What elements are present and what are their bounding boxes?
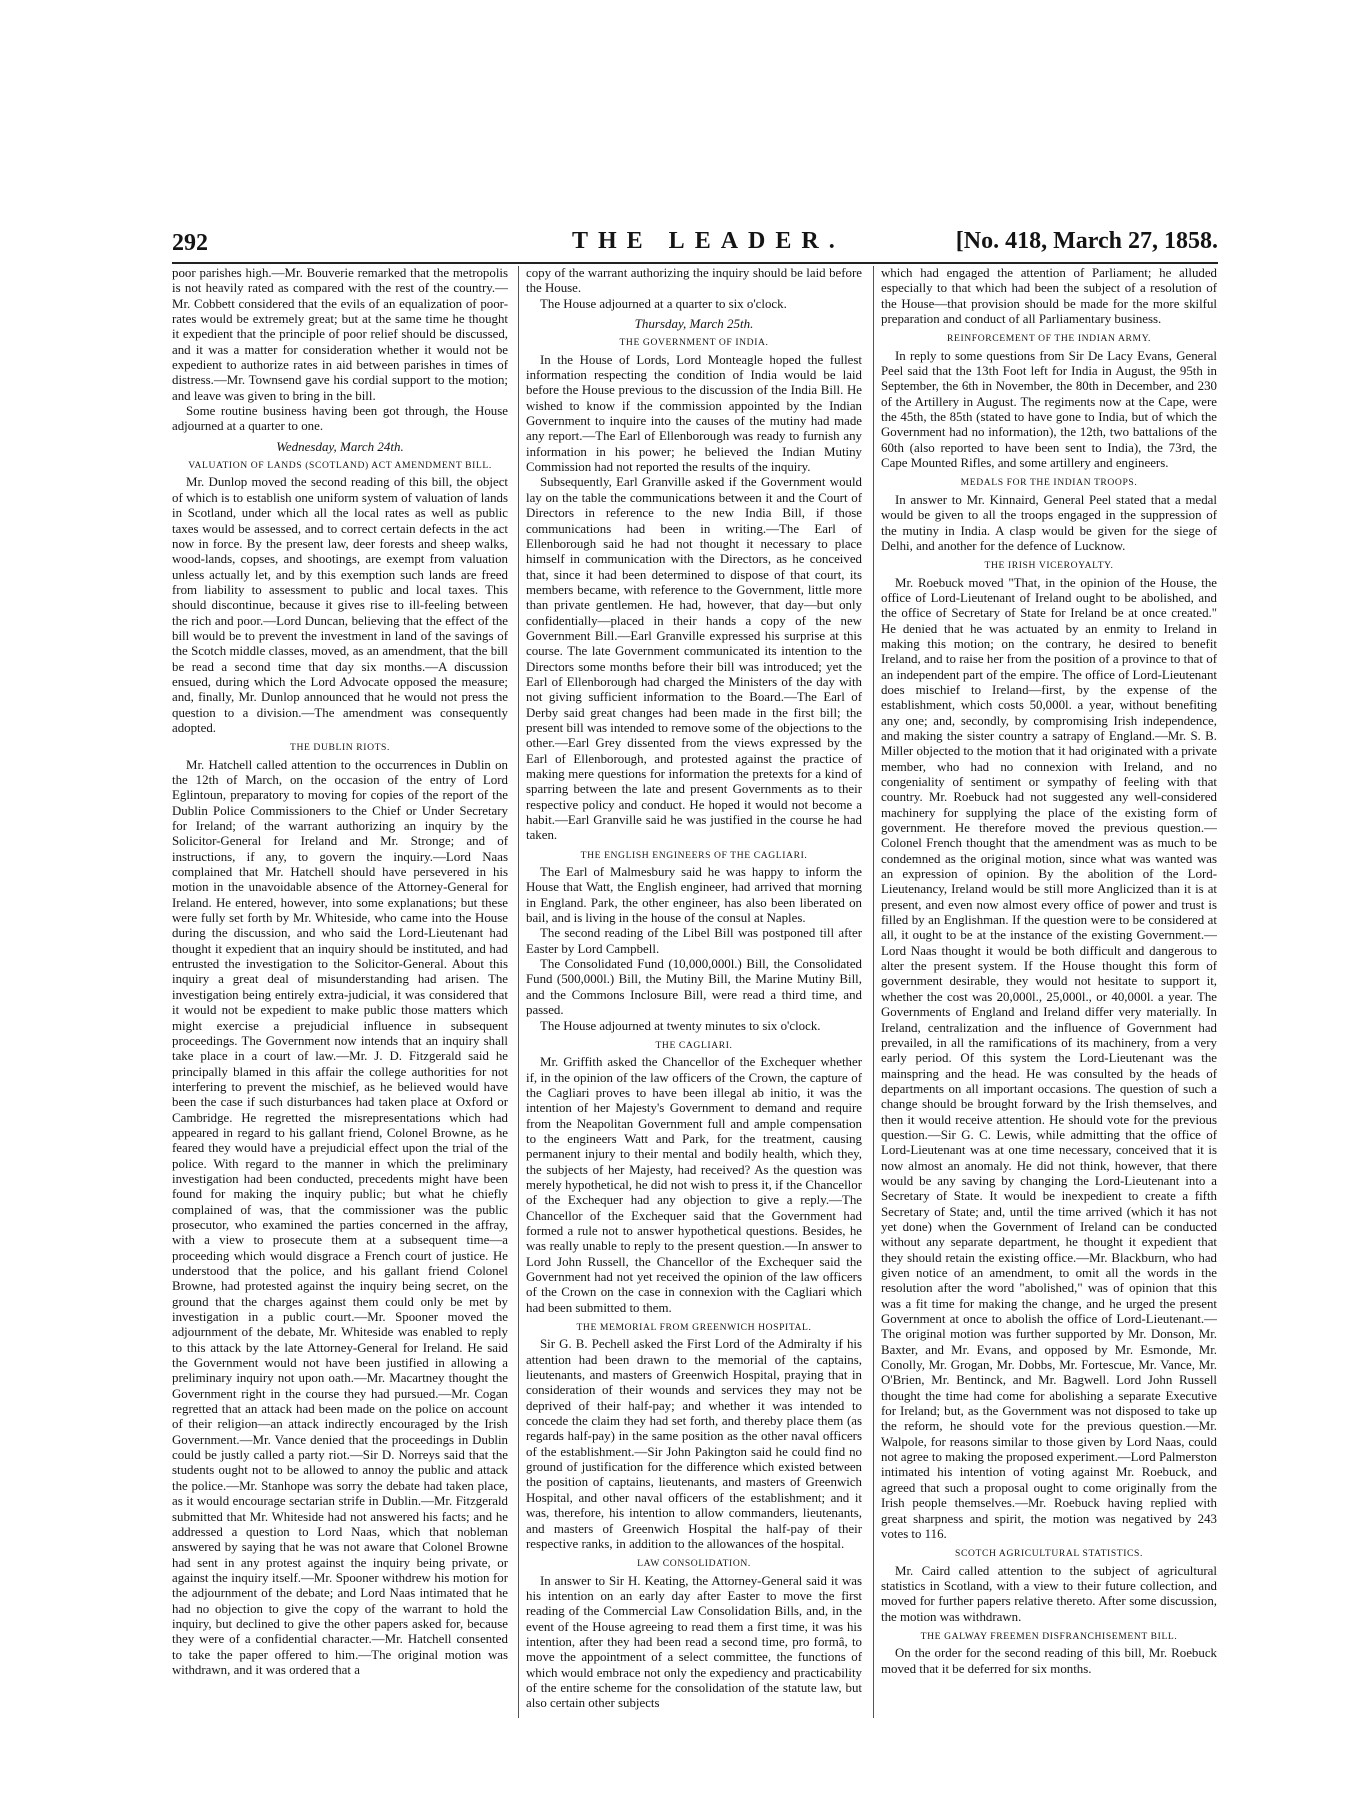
article-column-1: [172, 266, 508, 1718]
section-heading: THE DUBLIN RIOTS.: [289, 742, 390, 754]
paragraph: The House adjourned at a quarter to six o'clock.: [540, 296, 787, 311]
page-header: [172, 226, 1218, 260]
paragraph: The Consolidated Fund (10,000,000l.) Bill, the Consolidated Fund (500,000l.) Bill, the Mutiny Bill, the Marine Mutiny Bill, and the Commons Inclosure Bill, were read a third time, and passed.: [526, 957, 862, 1018]
paragraph: Subsequently, Earl Granville asked if the Government would lay on the table the communications between it and the Court of Directors in reference to the new India Bill, if those communications had been in writing.—The Earl of Ellenborough said he had not thought it necessary to place himself in communication with the Directors, as he conceived that, since it had been determined to dispose of that court, its members became, with reference to the Government, little more than private gentlemen. He had, however, that day—but only confidentially—placed in their hands a copy of the new Government Bill.—Earl Granville expressed his surprise at this course. The late Government communicated its intention to the Directors some months before their bill was introduced; yet the Earl of Ellenborough had charged the Ministers of the day with not giving sufficient information to the Board.—The Earl of Derby said great changes had been made in the first bill; the present bill was intended to remove some of the objections to the other.—Earl Grey dissented from the views expressed by the Earl of Ellenborough, and protested against the practice of making mere questions for information the pretexts for a kind of sparring between the late and present Governments as to their respective policy and conduct. He hoped it would not become a habit.—Earl Granville said he was justified in the course he had taken.: [526, 475, 862, 843]
paragraph: which had engaged the attention of Parliament; he alluded especially to that which had been the subject of a resolution of the House—that provision should be made for the more skilful preparation and conduct of all Parliamentary business.: [881, 266, 1217, 327]
paragraph: In answer to Sir H. Keating, the Attorney-General said it was his intention on an early day after Easter to move the first reading of the Commercial Law Consolidation Bills, and, in the event of the House agreeing to read them a first time, it was his intention, after they had been read a second time, pro formâ, to move the appointment of a select committee, the functions of which would embrace not only the expediency and practicability of the entire scheme for the consolidation of the statute law, but also certain other subjects: [526, 1573, 862, 1711]
section-heading: THE IRISH VICEROYALTY.: [984, 560, 1114, 572]
paragraph: Mr. Caird called attention to the subject of agricultural statistics in Scotland, with a view to their future collection, and moved for further papers relative thereto. After some discussion, the motion was withdrawn.: [881, 1563, 1217, 1624]
paragraph: In answer to Mr. Kinnaird, General Peel stated that a medal would be given to all the troops engaged in the suppression of the mutiny in India. A clasp would be given for the siege of Delhi, and another for the defence of Lucknow.: [881, 492, 1217, 553]
paragraph: poor parishes high.—Mr. Bouverie remarked that the metropolis is not heavily rated as compared with the rest of the country.—Mr. Cobbett considered that the evils of an equalization of poor-rates would be extremely great; but at the same time he thought it expedient that the principle of poor relief should be discussed, and it was a matter for consideration whether it would not be expedient to authorize rates in aid between parishes in times of distress.—Mr. Townsend gave his cordial support to the motion; and leave was given to bring in the bill.: [172, 266, 508, 403]
section-heading: MEDALS FOR THE INDIAN TROOPS.: [960, 477, 1138, 489]
issue-date: [No. 418, March 27, 1858.: [955, 228, 1218, 254]
masthead-title: THE LEADER.: [572, 228, 845, 254]
paragraph: In the House of Lords, Lord Monteagle hoped the fullest information respecting the condition of India would be laid before the House previous to the discussion of the India Bill. He wished to know if the commission appointed by the Indian Government to inquire into the causes of the mutiny had made any report.—The Earl of Ellenborough was ready to furnish any information in his power; he believed the Indian Mutiny Commission had not reported the results of the inquiry.: [526, 352, 862, 475]
paragraph: The second reading of the Libel Bill was postponed till after Easter by Lord Campbell.: [526, 926, 862, 956]
section-heading: REINFORCEMENT OF THE INDIAN ARMY.: [947, 333, 1151, 345]
paragraph: The Earl of Malmesbury said he was happy to inform the House that Watt, the English engineer, had arrived that morning in England. Park, the other engineer, has also been liberated on bail, and is living in the house of the consul at Naples.: [526, 865, 862, 926]
paragraph: Sir G. B. Pechell asked the First Lord of the Admiralty if his attention had been drawn to the memorial of the captains, lieutenants, and masters of Greenwich Hospital, praying that in consideration of their wounds and services they may not be deprived of their half-pay; and whether it was intended to concede the claim they had set forth, and thereby place them (as regards half-pay) in the same position as the other naval officers of the establishment.—Sir John Pakington said he could find no ground of justification for the difference which existed between the position of captains, lieutenants, and masters of Greenwich Hospital, and other naval officers of the establishment; and it was, therefore, his intention to allow commanders, lieutenants, and masters of Greenwich Hospital the half-pay of their respective ranks, in addition to the allowances of the hospital.: [526, 1337, 862, 1551]
section-heading: THE ENGLISH ENGINEERS OF THE CAGLIARI.: [580, 849, 808, 861]
paragraph: Mr. Dunlop moved the second reading of this bill, the object of which is to establish one uniform system of valuation of lands in Scotland, under which all the local rates as well as public taxes would be assessed, and to correct certain defects in the act now in force. By the present law, deer forests and sheep walks, wood-lands, copses, and shootings, are exempt from valuation unless actually let, and by this exemption such lands are freed from liability to assessment to public and local taxes. This should discontinue, because it gives rise to ill-feeling between the rich and poor.—Lord Duncan, believing that the effect of the bill would be to prevent the investment in land of the savings of the Scotch middle classes, moved, as an amendment, that the bill be read a second time that day six months.—A discussion ensued, during which the Lord Advocate opposed the measure; and, finally, Mr. Dunlop announced that he would not press the question to a division.—The amendment was consequently adopted.: [172, 475, 508, 735]
date-heading: Thursday, March 25th.: [634, 316, 754, 332]
section-heading: VALUATION OF LANDS (SCOTLAND) ACT AMENDMENT BILL.: [188, 460, 492, 472]
column-divider: [518, 266, 519, 1718]
paragraph: Mr. Roebuck moved "That, in the opinion of the House, the office of Lord-Lieutenant of Ireland ought to be abolished, and the office of Secretary of State for Ireland be at once created." He denied that he was actuated by an enmity to Ireland in making this motion; on the contrary, he desired to benefit Ireland, and to raise her from the position of a province to that of an independent part of the empire. The office of Lord-Lieutenant does mischief to Ireland—first, by the expense of the establishment, which costs 50,000l. a year, without benefiting any one; and, secondly, by compromising Irish independence, and making the sister country a satrapy of England.—Mr. S. B. Miller objected to the motion that it had originated with a private member, who had no connexion with Ireland, and no congeniality of sentiment or sympathy of feeling with that country. Mr. Roebuck had not suggested any well-considered machinery for supplying the place of the existing form of government. He therefore moved the previous question.—Colonel French thought that the amendment was as much to be condemned as the original motion, since what was wanted was an expression of opinion. By the abolition of the Lord-Lieutenancy, Ireland would be still more Anglicized than it is at present, and even now almost every office of power and trust is filled by an Englishman. If the question were to be considered at all, it ought to be at the instance of the existing Government.—Lord Naas thought it would be both difficult and dangerous to alter the present system. If the House thought this form of government desirable, they would not hesitate to support it, whether the cost was 20,000l., 25,000l., or 40,000l. a year. The Governments of England and Ireland differ very materially. In Ireland, centralization and the influence of Government had prevailed, in all the ramifications of its machinery, from a very early period. Of this system the Lord-Lieutenant was the mainspring and the head. He was consulted by the heads of departments on all important occasions. The question of such a change should be brought forward by the Irish themselves, and then it would receive attention. He should vote for the previous question.—Sir G. C. Lewis, while admitting that the office of Lord-Lieutenant was at one time necessary, conceived that it is now almost an anomaly. He did not think, however, that there would be any saving by changing the Lord-Lieutenant into a Secretary of State. It would be inexpedient to create a fifth Secretary of State; and, until the time arrived (which it has not yet done) when the Government of Ireland can be conducted without any separate department, he thought it expedient that they should retain the existing office.—Mr. Blackburn, who had given notice of an amendment, to omit all the words in the resolution after the word "abolished," was of opinion that this was a fit time for making the change, and he urged the present Government at once to abolish the office of Lord-Lieutenant.—The original motion was further supported by Mr. Donson, Mr. Baxter, and Mr. Evans, and opposed by Mr. Esmonde, Mr. Conolly, Mr. Grogan, Mr. Dobbs, Mr. Fortescue, Mr. Vance, Mr. O'Brien, Mr. Bentinck, and Mr. Bagwell. Lord John Russell thought the time had come for abolishing a separate Executive for Ireland; but, as the Government was not disposed to take up the reform, he should vote for the previous question.—Mr. Walpole, for reasons similar to those given by Lord Naas, could not agree to making the proposed experiment.—Lord Palmerston intimated his intention of voting against Mr. Roebuck, and agreed that such a proposal ought to come originally from the Irish people themselves.—Mr. Roebuck having replied with great sharpness and spirit, the motion was negatived by 243 votes to 116.: [881, 575, 1217, 1541]
column-divider: [873, 266, 874, 1718]
page-number: 292: [172, 230, 208, 256]
date-heading: Wednesday, March 24th.: [276, 438, 404, 454]
section-heading: LAW CONSOLIDATION.: [637, 1558, 751, 1570]
paragraph: In reply to some questions from Sir De Lacy Evans, General Peel said that the 13th Foot left for India in August, the 95th in September, the 6th in November, the 80th in December, and 230 of the Artillery in August. The regiments now at the Cape, were the 45th, the 85th (stated to have gone to India, but of which the Government had no information), the 12th, two battalions of the 60th (also reported to have been sent to India), the 73rd, the Cape Mounted Rifles, and some artillery and engineers.: [881, 348, 1217, 471]
section-heading: THE GALWAY FREEMEN DISFRANCHISEMENT BILL.: [920, 1630, 1178, 1642]
paragraph: On the order for the second reading of this bill, Mr. Roebuck moved that it be deferred for six months.: [881, 1646, 1217, 1676]
paragraph: The House adjourned at twenty minutes to six o'clock.: [540, 1018, 821, 1033]
paragraph: Mr. Hatchell called attention to the occurrences in Dublin on the 12th of March, on the occasion of the entry of Lord Eglintoun, preparatory to moving for copies of the report of the Dublin Police Commissioners to the Chief or Under Secretary for Ireland; of the warrant authorizing an inquiry by the Solicitor-General for Ireland and Mr. Stronge; and of instructions, if any, to govern the inquiry.—Lord Naas complained that Mr. Hatchell should have persevered in his motion in the unavoidable absence of the Attorney-General for Ireland. He entered, however, into some explanations; but these were fully set forth by Mr. Whiteside, who came into the House during the discussion, and who said the Lord-Lieutenant had thought it expedient that an inquiry should be instituted, and had entrusted the investigation to the Solicitor-General. About this inquiry a great deal of misunderstanding had arisen. The investigation being entirely extra-judicial, it was considered that it would not be expedient to make public those matters which might exercise a prejudicial influence in subsequent proceedings. The Government now intends that an inquiry shall take place in a court of law.—Mr. J. D. Fitzgerald said he principally blamed in this affair the college authorities for not interfering to prevent the mischief, as he believed would have been the case if such disturbances had taken place at Oxford or Cambridge. He regretted the misrepresentations which had appeared in regard to his gallant friend, Colonel Browne, as he feared they would have a prejudicial effect upon the trial of the police. With regard to the manner in which the preliminary investigation had been conducted, precedents might have been found for making the inquiry public; but what he chiefly complained of was, that the commissioner was the public prosecutor, who examined the parties concerned in the affray, with a view to prosecute them at a subsequent time—a proceeding which would disgrace a French court of justice. He understood that the police, and his gallant friend Colonel Browne, had protested against the inquiry being secret, on the ground that the charges against them could only be met by investigation in a public court.—Mr. Spooner moved the adjournment of the debate, Mr. Whiteside was enabled to reply to this attack by the late Attorney-General for Ireland. He said the Government would not have been justified in allowing a preliminary inquiry not upon oath.—Mr. Macartney thought the Government right in the course they had pursued.—Mr. Cogan regretted that an attack had been made on the police on account of their religion—an attack indirectly encouraged by the Irish Government.—Mr. Vance denied that the proceedings in Dublin could be justly called a party riot.—Sir D. Norreys said that the students ought not to be allowed to annoy the public and attack the police.—Mr. Stanhope was sorry the debate had taken place, as it would encourage sectarian strife in Dublin.—Mr. Fitzgerald submitted that Mr. Whiteside had not answered his facts; and he addressed a question to Lord Naas, which that nobleman answered by saying that he was not aware that Colonel Browne had sent in any protest against the inquiry being private, or against the inquiry itself.—Mr. Spooner withdrew his motion for the adjournment of the debate; and Lord Naas intimated that he had no objection to give the copy of the warrant to hold the inquiry, but declined to give the other papers asked for, because they were of a confidential character.—Mr. Hatchell consented to take the paper offered to him.—The original motion was withdrawn, and it was ordered that a: [172, 757, 508, 1677]
article-column-3: [881, 266, 1217, 1718]
paragraph: Some routine business having been got through, the House adjourned at a quarter to one.: [172, 404, 508, 434]
paragraph: Mr. Griffith asked the Chancellor of the Exchequer whether if, in the opinion of the law officers of the Crown, the capture of the Cagliari proves to have been illegal ab initio, it was the intention of her Majesty's Government to demand and require from the Neapolitan Government full and ample compensation to the engineers Watt and Park, for the treatment, causing permanent injury to their mental and bodily health, which they, the subjects of her Majesty, had received? As the question was merely hypothetical, he did not wish to press it, if the Chancellor of the Exchequer had any objection to give a reply.—The Chancellor of the Exchequer said that the Government had formed a rule not to answer hypothetical questions. Besides, he was really unable to reply to the present question.—In answer to Lord John Russell, the Chancellor of the Exchequer said the Government had not yet received the opinion of the law officers of the Crown on the case in connexion with the Cagliari which had been submitted to them.: [526, 1055, 862, 1315]
section-heading: THE MEMORIAL FROM GREENWICH HOSPITAL.: [576, 1322, 812, 1334]
section-heading: SCOTCH AGRICULTURAL STATISTICS.: [955, 1548, 1143, 1560]
section-heading: THE CAGLIARI.: [655, 1039, 733, 1051]
paragraph: copy of the warrant authorizing the inquiry should be laid before the House.: [526, 266, 862, 296]
article-column-2: [526, 266, 862, 1718]
section-heading: THE GOVERNMENT OF INDIA.: [619, 337, 769, 349]
header-rule: [172, 262, 1218, 264]
